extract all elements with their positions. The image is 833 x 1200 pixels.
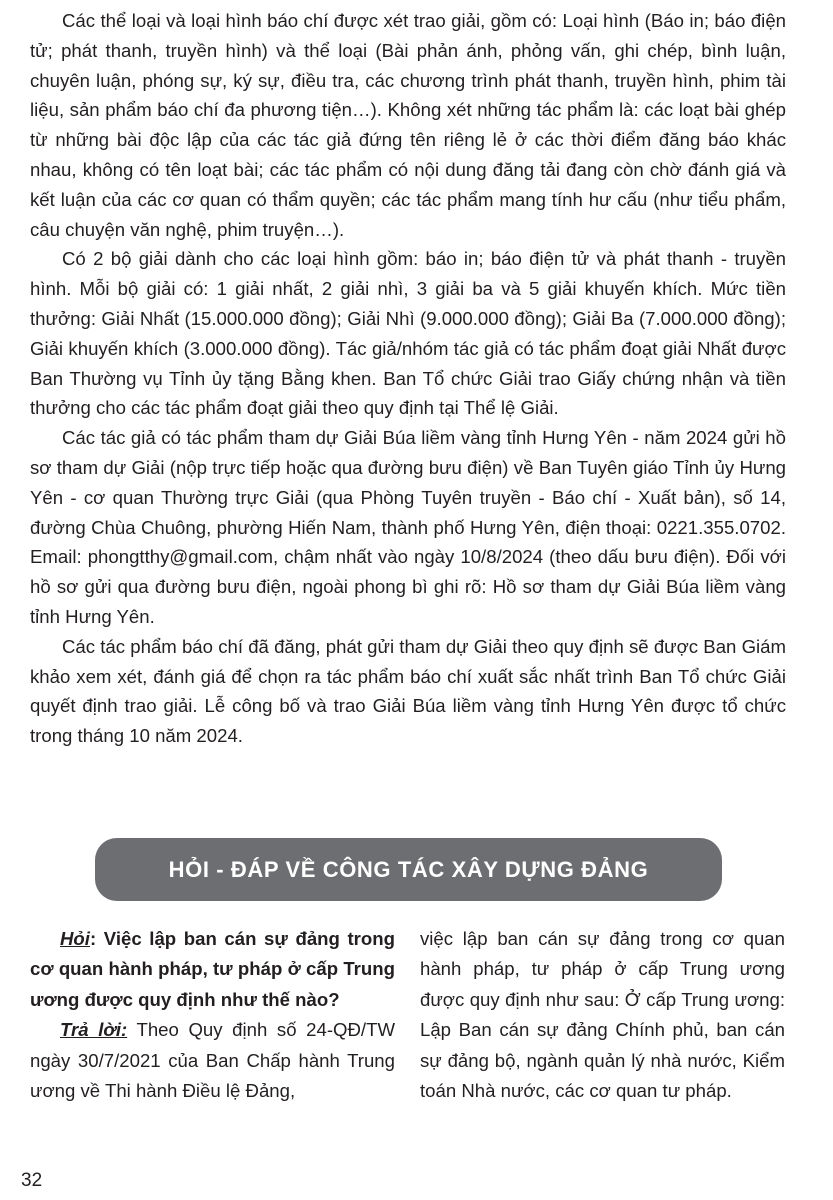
question-label: Hỏi xyxy=(60,928,90,949)
qa-left-column xyxy=(30,924,395,1106)
section-banner xyxy=(95,838,722,901)
answer-text-right: việc lập ban cán sự đảng trong cơ quan hành pháp, tư pháp ở cấp Trung ương được quy định như sau: Ở cấp Trung ương: Lập Ban cán sự đảng Chính phủ, ban cán sự đảng bộ, ngành quản lý nhà nước, Kiểm toán Nhà nước, các cơ quan tư pháp. xyxy=(420,928,785,1102)
answer-label: Trả lời: xyxy=(60,1019,128,1041)
answer-paragraph xyxy=(30,1015,395,1106)
qa-right-column xyxy=(420,924,785,1106)
answer-text-left: Theo Quy định số 24-QĐ/TW ngày 30/7/2021 của Ban Chấp hành Trung ương về Thi hành Điều lệ Đảng, xyxy=(30,1019,395,1102)
section-banner-title: HỎI - ĐÁP VỀ CÔNG TÁC XÂY DỰNG ĐẢNG xyxy=(168,856,649,882)
page-number: 32 xyxy=(21,1170,43,1191)
paragraph-judging-ceremony: Các tác phẩm báo chí đã đăng, phát gửi tham dự Giải theo quy định sẽ được Ban Giám khảo xem xét, đánh giá để chọn ra tác phẩm báo chí xuất sắc nhất trình Ban Tổ chức Giải quyết định trao giải. Lễ công bố và trao Giải Búa liềm vàng tỉnh Hưng Yên được tổ chức trong tháng 10 năm 2024. xyxy=(30,635,786,747)
article-body xyxy=(30,6,786,751)
paragraph-submission-info: Các tác giả có tác phẩm tham dự Giải Búa liềm vàng tỉnh Hưng Yên - năm 2024 gửi hồ sơ tham dự Giải (nộp trực tiếp hoặc qua đường bưu điện) về Ban Tuyên giáo Tỉnh ủy Hưng Yên - cơ quan Thường trực Giải (qua Phòng Tuyên truyền - Báo chí - Xuất bản), số 14, đường Chùa Chuông, phường Hiến Nam, thành phố Hưng Yên, điện thoại: 0221.355.0702. Email: phongtthy@gmail.com, chậm nhất vào ngày 10/8/2024 (theo dấu bưu điện). Đối với hồ sơ gửi qua đường bưu điện, ngoài phong bì ghi rõ: Hồ sơ tham dự Giải Búa liềm vàng tỉnh Hưng Yên. xyxy=(30,427,786,627)
paragraph-award-categories: Các thể loại và loại hình báo chí được xét trao giải, gồm có: Loại hình (Báo in; báo điện tử; phát thanh, truyền hình) và thể loại (Bài phản ánh, phỏng vấn, ghi chép, bình luận, chuyên luận, phóng sự, ký sự, điều tra, các chương trình phát thanh, truyền hình, phim tài liệu, sản phẩm báo chí đa phương tiện…). Không xét những tác phẩm là: các loạt bài ghép từ những bài độc lập của các tác giả đứng tên riêng lẻ ở các thời điểm đăng báo khác nhau, không có tên loạt bài; các tác phẩm có nội dung đăng tải đang còn chờ đánh giá và kết luận của các cơ quan có thẩm quyền; các tác phẩm mang tính hư cấu (như tiểu phẩm, câu chuyện văn nghệ, phim truyện…). xyxy=(30,10,786,240)
question-paragraph xyxy=(30,924,395,1015)
question-text: : Việc lập ban cán sự đảng trong cơ quan hành pháp, tư pháp ở cấp Trung ương được quy định như thế nào? xyxy=(30,928,395,1010)
paragraph-prize-structure: Có 2 bộ giải dành cho các loại hình gồm: báo in; báo điện tử và phát thanh - truyền hình. Mỗi bộ giải có: 1 giải nhất, 2 giải nhì, 3 giải ba và 5 giải khuyến khích. Mức tiền thưởng: Giải Nhất (15.000.000 đồng); Giải Nhì (9.000.000 đồng); Giải Ba (7.000.000 đồng); Giải khuyến khích (3.000.000 đồng). Tác giả/nhóm tác giả có tác phẩm đoạt giải Nhất được Ban Thường vụ Tỉnh ủy tặng Bằng khen. Ban Tổ chức Giải trao Giấy chứng nhận và tiền thưởng cho các tác phẩm đoạt giải theo quy định tại Thể lệ Giải. xyxy=(30,248,786,419)
